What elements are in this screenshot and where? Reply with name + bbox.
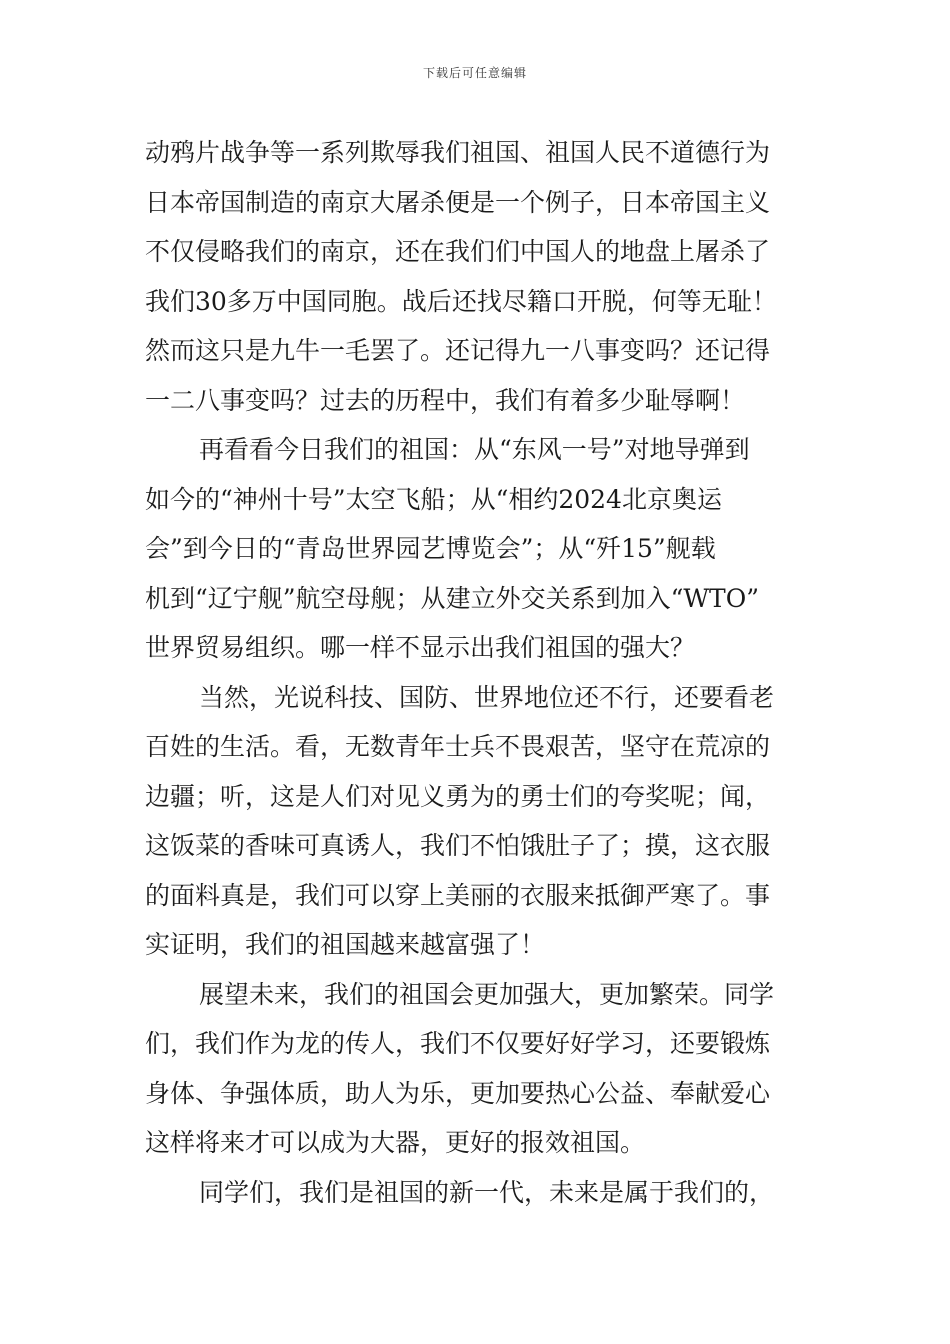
text-line-22: 同学们，我们是祖国的新一代，未来是属于我们的， — [199, 1177, 775, 1207]
text-line-12: 当然，光说科技、国防、世界地位还不行，还要看老 — [199, 682, 775, 712]
text-line-8: 如今的“神州十号”太空飞船；从“相约2024北京奥运 — [145, 484, 722, 514]
text-line-20: 身体、争强体质，助人为乐，更加要热心公益、奉献爱心 — [145, 1078, 771, 1108]
text-line-2: 日本帝国制造的南京大屠杀便是一个例子，日本帝国主义 — [145, 187, 771, 217]
text-line-4: 我们30多万中国同胞。战后还找尽籍口开脱，何等无耻！ — [145, 286, 777, 316]
text-line-17: 实证明，我们的祖国越来越富强了！ — [145, 930, 546, 959]
text-line-3: 不仅侵略我们的南京，还在我们们中国人的地盘上屠杀了 — [145, 237, 771, 266]
text-line-15: 这饭菜的香味可真诱人，我们不怕饿肚子了；摸，这衣服 — [145, 831, 771, 860]
text-line-9: 会”到今日的“青岛世界园艺博览会”；从“歼15”舰载 — [145, 534, 716, 563]
text-line-11: 世界贸易组织。哪一样不显示出我们祖国的强大？ — [145, 633, 696, 662]
text-line-6: 一二八事变吗？过去的历程中，我们有着多少耻辱啊！ — [145, 385, 746, 415]
text-line-7: 再看看今日我们的祖国：从“东风一号”对地导弹到 — [199, 435, 750, 464]
page-header: 下载后可任意编辑 — [422, 66, 527, 80]
text-line-19: 们，我们作为龙的传人，我们不仅要好好学习，还要锻炼 — [145, 1029, 771, 1058]
text-line-18: 展望未来，我们的祖国会更加强大，更加繁荣。同学 — [199, 979, 775, 1009]
document-body — [145, 128, 810, 1217]
text-line-16: 的面料真是，我们可以穿上美丽的衣服来抵御严寒了。事 — [145, 880, 771, 910]
text-line-21: 这样将来才可以成为大器，更好的报效祖国。 — [145, 1128, 646, 1157]
text-line-13: 百姓的生活。看，无数青年士兵不畏艰苦，坚守在荒凉的 — [145, 732, 771, 761]
text-line-14: 边疆；听，这是人们对见义勇为的勇士们的夸奖呢；闻， — [145, 781, 771, 811]
text-line-5: 然而这只是九牛一毛罢了。还记得九一八事变吗？还记得 — [145, 336, 771, 365]
text-line-10: 机到“辽宁舰”航空母舰；从建立外交关系到加入“WTO” — [145, 583, 759, 613]
text-line-1: 动鸦片战争等一系列欺辱我们祖国、祖国人民不道德行为 — [145, 138, 771, 167]
